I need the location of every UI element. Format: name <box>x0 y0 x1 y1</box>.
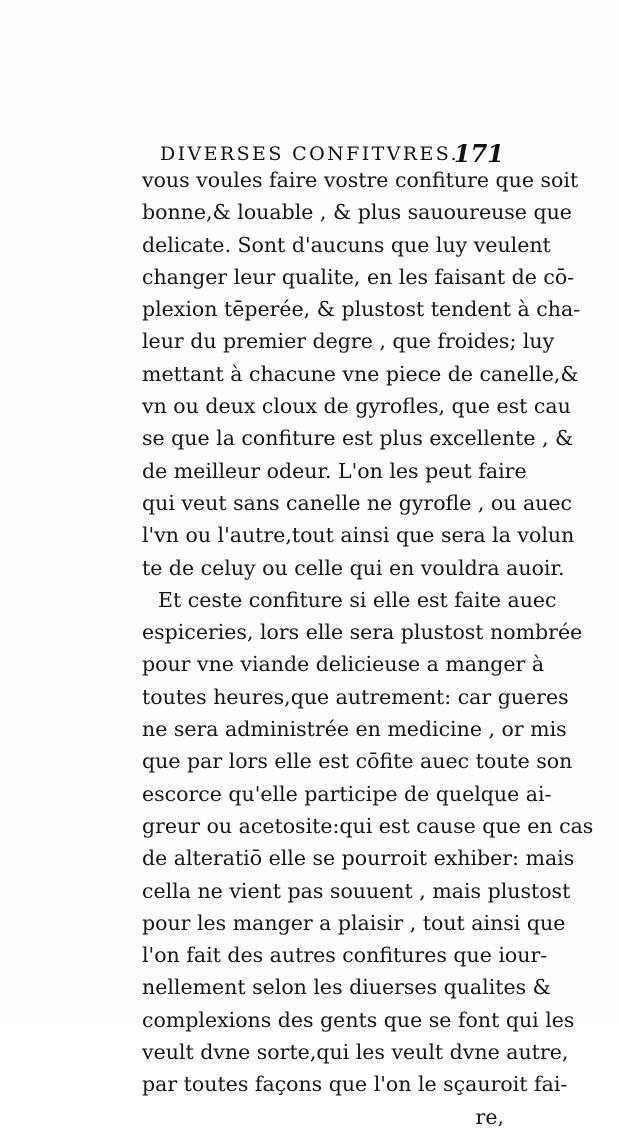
catchword: re, <box>475 1104 504 1129</box>
text-line: de meilleur odeur. L'on les peut faire <box>142 458 527 483</box>
text-line: te de celuy ou celle qui en vouldra auoir. <box>142 555 565 580</box>
text-line: cella ne vient pas souuent , mais plustost <box>142 878 571 903</box>
text-line: qui veut sans canelle ne gyrofle , ou auec <box>142 490 572 515</box>
text-line: complexions des gents que se font qui les <box>142 1007 575 1032</box>
text-line: par toutes façons que l'on le sçauroit fai- <box>142 1072 568 1097</box>
text-line: se que la confiture est plus excellente , & <box>142 426 574 451</box>
text-line: vous voules faire vostre confiture que soit <box>142 168 579 192</box>
text-line: toutes heures,que autrement: car gueres <box>142 684 569 709</box>
text-line: escorce qu'elle participe de quelque ai- <box>142 781 552 806</box>
text-line: veult dvne sorte,qui les veult dvne autre, <box>142 1040 569 1065</box>
text-line: l'vn ou l'autre,tout ainsi que sera la volun <box>142 523 575 548</box>
text-line: espiceries, lors elle sera plustost nombrée <box>142 620 583 645</box>
text-line: Et ceste confiture si elle est faite auec <box>158 587 557 612</box>
text-line: bonne,& louable , & plus sauoureuse que <box>142 200 572 225</box>
text-line: greur ou acetosite:qui est cause que en cas <box>142 813 594 838</box>
text-line: pour vne viande delicieuse a manger à <box>142 652 545 677</box>
catchword-row <box>142 1101 504 1133</box>
text-line: vn ou deux cloux de gyrofles, que est cau <box>142 394 571 419</box>
text-line: delicate. Sont d'aucuns que luy veulent <box>142 232 551 257</box>
text-line: nellement selon les diuerses qualites & <box>142 975 551 1000</box>
text-line: de alteratiō elle se pourroit exhiber: mais <box>142 846 575 871</box>
body-text <box>142 164 594 1133</box>
text-line: leur du premier degre , que froides; luy <box>142 329 555 354</box>
text-line: changer leur qualite, en les faisant de cō- <box>142 264 575 289</box>
text-line: mettant à chacune vne piece de canelle,& <box>142 361 579 386</box>
text-line: l'on fait des autres confitures que iour- <box>142 943 548 968</box>
text-line: pour les manger a plaisir , tout ainsi que <box>142 910 566 935</box>
text-line: plexion tēperée, & plustost tendent à cha- <box>142 297 581 322</box>
text-line: ne sera administrée en medicine , or mis <box>142 717 567 742</box>
text-line: que par lors elle est cōfite auec toute son <box>142 749 573 774</box>
page-number: 171 <box>453 139 504 168</box>
running-title: DIVERSES CONFITVRES. <box>160 143 459 165</box>
